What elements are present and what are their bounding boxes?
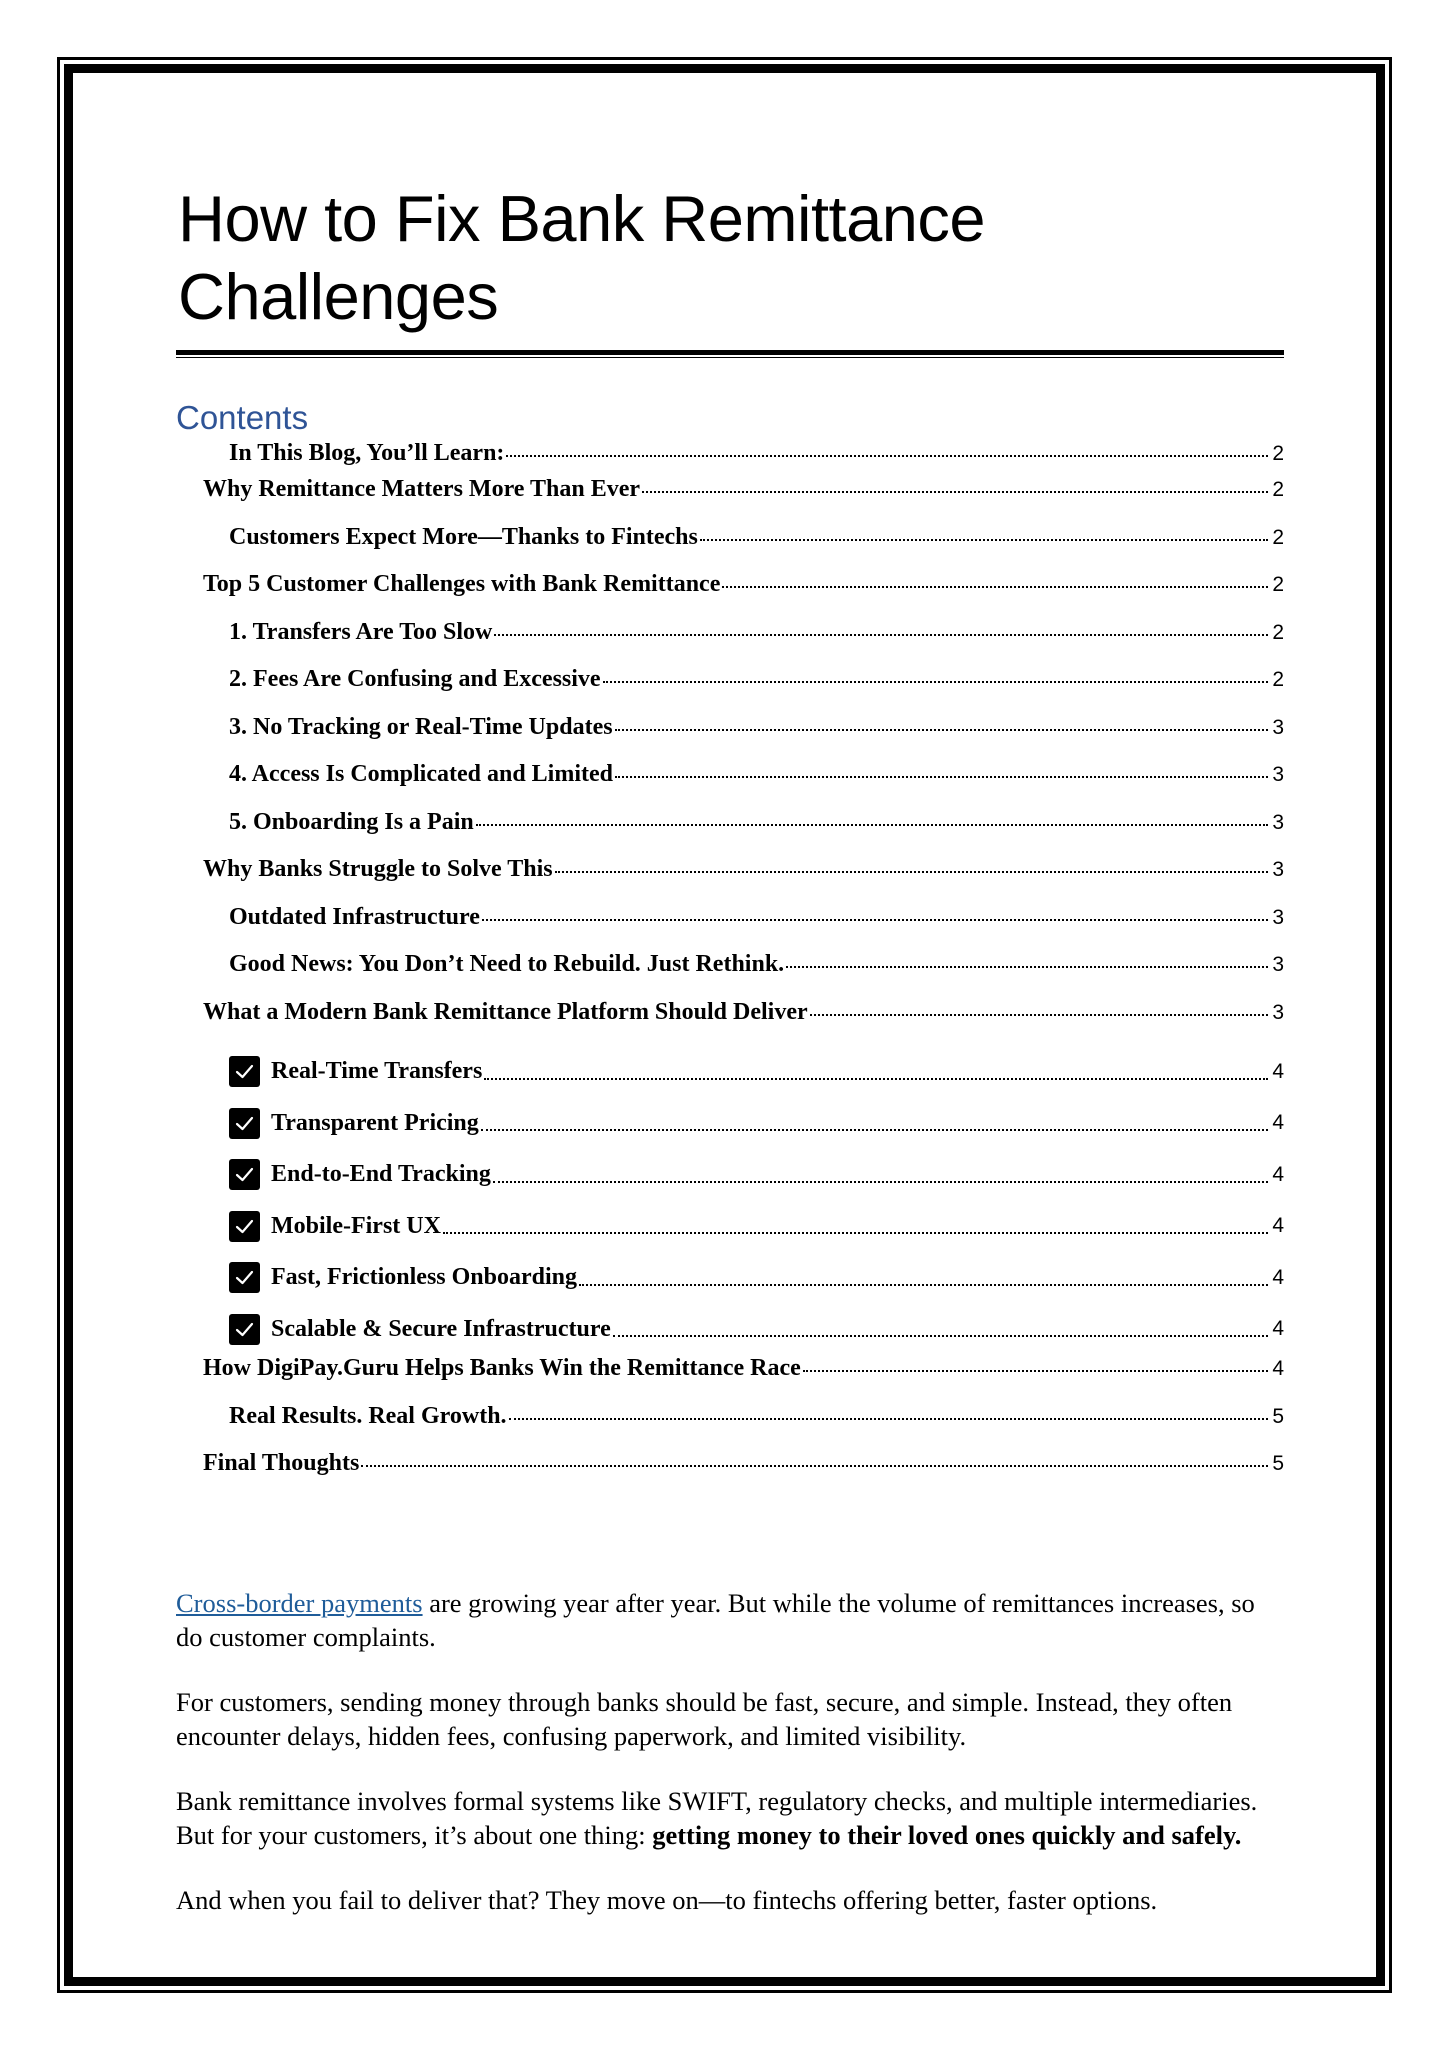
toc-entry[interactable]	[176, 951, 1284, 999]
toc-entry-label	[229, 1211, 441, 1242]
toc-entry[interactable]	[176, 999, 1284, 1047]
toc-entry-text: Scalable & Secure Infrastructure	[271, 1315, 611, 1342]
paragraph-3-bold: getting money to their loved ones quickly and safely.	[652, 1819, 1242, 1850]
toc-entry[interactable]	[176, 1046, 1284, 1098]
toc-page-number: 2	[1272, 573, 1284, 596]
toc-entry-text: End-to-End Tracking	[271, 1161, 491, 1188]
toc-entry[interactable]	[176, 476, 1284, 524]
toc-entry[interactable]	[176, 904, 1284, 952]
toc-leader-dots	[579, 1284, 1268, 1286]
toc-entry[interactable]	[176, 1201, 1284, 1253]
toc-entry-text: Why Banks Struggle to Solve This	[203, 856, 553, 882]
toc-leader-dots	[476, 824, 1269, 826]
toc-page-number: 3	[1272, 763, 1284, 786]
contents-heading: Contents	[176, 399, 309, 436]
title-underline	[176, 350, 1284, 355]
toc-page-number: 4	[1272, 1111, 1284, 1135]
toc-entry-text: Real-Time Transfers	[271, 1058, 483, 1085]
toc-entry-label	[229, 951, 784, 978]
toc-page-number: 5	[1272, 1452, 1284, 1475]
toc-entry-label	[229, 619, 492, 646]
toc-leader-dots	[361, 1465, 1268, 1467]
toc-entry[interactable]	[176, 1304, 1284, 1356]
toc-entry-text: Top 5 Customer Challenges with Bank Remittance	[203, 571, 721, 597]
toc-entry-label	[229, 904, 480, 931]
toc-page-number: 3	[1272, 953, 1284, 976]
check-box-icon	[229, 1211, 260, 1242]
toc-page-number: 4	[1272, 1265, 1284, 1289]
toc-entry-label	[229, 1056, 482, 1087]
toc-entry[interactable]	[176, 714, 1284, 762]
toc-entry[interactable]	[176, 571, 1284, 619]
cross-border-payments-link[interactable]: Cross-border payments	[176, 1587, 423, 1618]
toc-entry[interactable]	[176, 524, 1284, 572]
toc-entry[interactable]	[176, 1098, 1284, 1150]
toc-page-number: 4	[1272, 1317, 1284, 1341]
toc-entry-label	[229, 1108, 479, 1139]
toc-entry-text: Customers Expect More—Thanks to Fintechs	[229, 523, 698, 550]
toc-entry-text: What a Modern Bank Remittance Platform Should Deliver	[203, 998, 808, 1025]
toc-entry-label	[203, 999, 808, 1026]
toc-entry-text: Transparent Pricing	[271, 1109, 479, 1136]
toc-page-number: 3	[1272, 905, 1284, 929]
toc-entry-label	[203, 571, 720, 598]
toc-entry-text: 2. Fees Are Confusing and Excessive	[229, 666, 601, 692]
toc-leader-dots	[506, 455, 1268, 457]
toc-entry[interactable]	[176, 856, 1284, 904]
check-box-icon	[229, 1314, 260, 1345]
toc-page-number: 4	[1272, 1214, 1284, 1238]
toc-entry[interactable]	[176, 1149, 1284, 1201]
toc-leader-dots	[615, 729, 1269, 731]
toc-entry-label	[203, 1355, 801, 1382]
toc-leader-dots	[494, 634, 1268, 636]
toc-entry-text: In This Blog, You’ll Learn:	[229, 440, 505, 466]
toc-page-number: 5	[1272, 1404, 1284, 1428]
toc-leader-dots	[786, 966, 1268, 968]
toc-entry-text: Outdated Infrastructure	[229, 903, 480, 930]
table-of-contents	[176, 440, 1284, 1498]
toc-page-number: 3	[1272, 1000, 1284, 1024]
toc-entry[interactable]	[176, 619, 1284, 667]
toc-entry-label	[229, 1159, 491, 1190]
toc-entry[interactable]	[176, 1252, 1284, 1304]
toc-entry-text: 3. No Tracking or Real-Time Updates	[229, 713, 613, 740]
toc-page-number: 2	[1272, 442, 1284, 465]
toc-entry-text: Fast, Frictionless Onboarding	[271, 1264, 578, 1291]
toc-leader-dots	[722, 586, 1268, 588]
toc-entry[interactable]	[176, 1450, 1284, 1498]
toc-entry-label	[229, 1403, 507, 1430]
toc-entry[interactable]	[176, 1403, 1284, 1451]
toc-entry-text: Final Thoughts	[203, 1450, 360, 1476]
toc-entry-text: 1. Transfers Are Too Slow	[229, 618, 493, 645]
toc-entry-label	[229, 440, 504, 467]
paragraph-4: And when you fail to deliver that? They move on—to fintechs offering better, faster options.	[176, 1884, 1158, 1915]
toc-leader-dots	[555, 871, 1269, 873]
toc-entry-label	[229, 666, 601, 693]
toc-page-number: 2	[1272, 525, 1284, 549]
toc-entry-label	[229, 809, 474, 836]
toc-leader-dots	[509, 1418, 1269, 1420]
toc-page-number: 4	[1272, 1059, 1284, 1083]
toc-entry-label	[203, 1450, 359, 1477]
paragraph-1-text: are growing year after year. But while the volume of remittances increases, so do customer complaints.	[176, 1587, 1255, 1652]
toc-leader-dots	[700, 539, 1268, 541]
paragraph-3-text: Bank remittance involves formal systems like SWIFT, regulatory checks, and multiple intermediaries. But for your customers, it’s about one thing:	[176, 1785, 1258, 1850]
toc-entry-text: Mobile-First UX	[271, 1212, 441, 1239]
toc-leader-dots	[803, 1370, 1269, 1372]
toc-page-number: 3	[1272, 858, 1284, 881]
toc-page-number: 3	[1272, 715, 1284, 739]
toc-entry-label	[229, 761, 613, 788]
toc-page-number: 2	[1272, 668, 1284, 691]
toc-entry-label	[229, 1262, 577, 1293]
check-box-icon	[229, 1056, 260, 1087]
toc-leader-dots	[484, 1078, 1268, 1080]
check-box-icon	[229, 1108, 260, 1139]
toc-entry-text: 5. Onboarding Is a Pain	[229, 808, 474, 835]
toc-leader-dots	[613, 1335, 1269, 1337]
document-title: How to Fix Bank Remittance Challenges	[178, 182, 986, 333]
toc-entry[interactable]	[176, 440, 1284, 476]
toc-leader-dots	[443, 1232, 1268, 1234]
toc-leader-dots	[810, 1014, 1269, 1016]
paragraph-2: For customers, sending money through banks should be fast, secure, and simple. Instead, they often encounter delays, hidden fees, confusing paperwork, and limited visibility.	[176, 1686, 1233, 1751]
toc-page-number: 2	[1272, 478, 1284, 501]
title-underline-thin	[176, 357, 1284, 358]
toc-entry-label	[229, 1314, 611, 1345]
paragraph-3	[176, 1784, 1284, 1852]
toc-leader-dots	[603, 681, 1269, 683]
toc-entry-text: Real Results. Real Growth.	[229, 1402, 507, 1429]
toc-leader-dots	[481, 1129, 1269, 1131]
toc-leader-dots	[493, 1181, 1268, 1183]
paragraph-1	[176, 1586, 1284, 1654]
toc-entry[interactable]	[176, 761, 1284, 809]
toc-entry-text: Good News: You Don’t Need to Rebuild. Just Rethink.	[229, 951, 785, 977]
toc-page-number: 4	[1272, 1357, 1284, 1380]
check-box-icon	[229, 1262, 260, 1293]
toc-entry-label	[203, 856, 553, 883]
toc-page-number: 2	[1272, 620, 1284, 644]
toc-entry-label	[203, 476, 640, 503]
toc-leader-dots	[482, 919, 1268, 921]
toc-entry-text: How DigiPay.Guru Helps Banks Win the Remittance Race	[203, 1355, 801, 1381]
toc-entry[interactable]	[176, 1355, 1284, 1403]
toc-entry-text: Why Remittance Matters More Than Ever	[203, 476, 641, 502]
toc-leader-dots	[642, 491, 1268, 493]
toc-entry[interactable]	[176, 666, 1284, 714]
document-content	[176, 180, 1284, 1917]
toc-page-number: 3	[1272, 810, 1284, 834]
toc-page-number: 4	[1272, 1162, 1284, 1186]
check-box-icon	[229, 1159, 260, 1190]
toc-entry-label	[229, 714, 613, 741]
toc-leader-dots	[615, 776, 1268, 778]
toc-entry-label	[229, 524, 698, 551]
toc-entry-text: 4. Access Is Complicated and Limited	[229, 761, 613, 787]
toc-entry[interactable]	[176, 809, 1284, 857]
